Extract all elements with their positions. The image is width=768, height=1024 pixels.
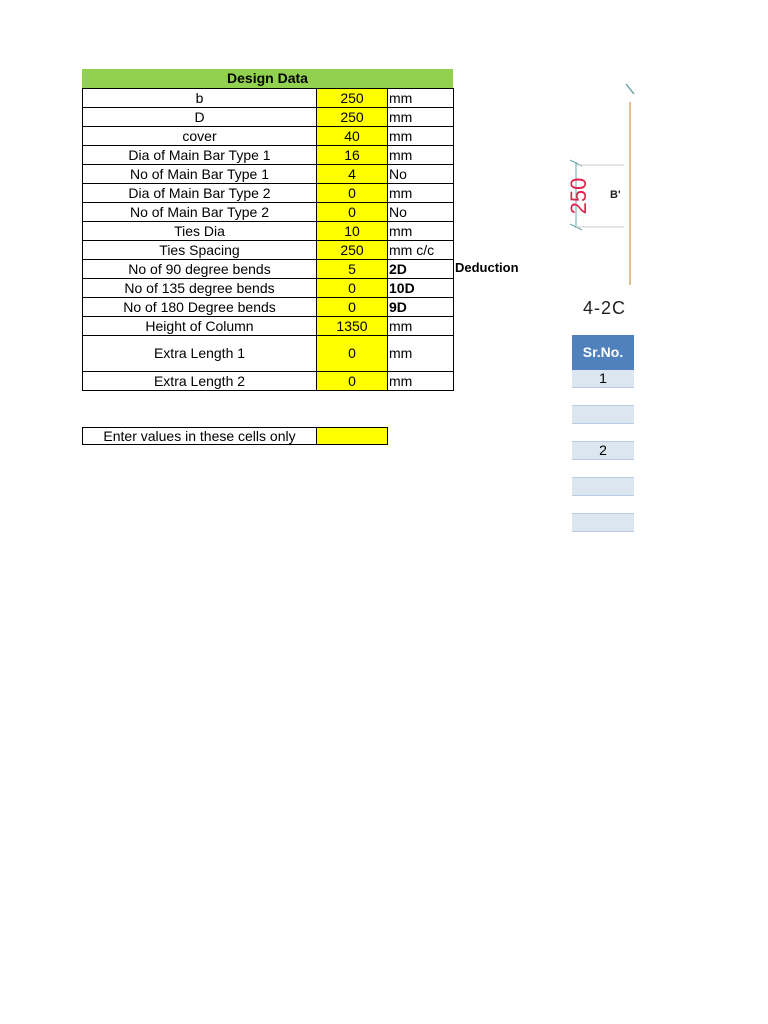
param-ties-spacing: Ties Spacing: [83, 241, 317, 260]
param-b: b: [83, 89, 317, 108]
param-no-main-bar-1: No of Main Bar Type 1: [83, 165, 317, 184]
input-cell-dia-main-bar-2[interactable]: 0: [317, 184, 388, 203]
input-legend: [82, 427, 388, 445]
table-row: [83, 184, 454, 203]
deduction-label: Deduction: [455, 260, 519, 275]
table-row: [572, 406, 634, 424]
deduction-factor-cell: 10D: [388, 279, 454, 298]
table-row: [572, 496, 634, 514]
input-cell-dia-main-bar-1[interactable]: 16: [317, 146, 388, 165]
table-row: [83, 222, 454, 241]
unit-cell: mm: [388, 336, 454, 372]
bars-label: 4-2C: [583, 298, 627, 318]
table-row: [83, 260, 454, 279]
table-row: 1: [572, 370, 634, 388]
table-row: [572, 514, 634, 532]
table-row: [83, 108, 454, 127]
unit-cell: mm: [388, 317, 454, 336]
input-cell-ties-spacing[interactable]: 250: [317, 241, 388, 260]
input-cell-135-bends[interactable]: 0: [317, 279, 388, 298]
input-cell-cover[interactable]: 40: [317, 127, 388, 146]
results-header-srno: Sr.No.: [572, 335, 634, 370]
deduction-factor-cell: 9D: [388, 298, 454, 317]
input-cell-extra-length-1[interactable]: 0: [317, 336, 388, 372]
table-row: [572, 460, 634, 478]
legend-label: Enter values in these cells only: [82, 427, 317, 445]
unit-cell: No: [388, 203, 454, 222]
unit-cell: mm: [388, 222, 454, 241]
input-cell-90-bends[interactable]: 5: [317, 260, 388, 279]
param-dia-main-bar-1: Dia of Main Bar Type 1: [83, 146, 317, 165]
dimension-text: 250: [566, 177, 591, 215]
unit-cell: mm: [388, 108, 454, 127]
unit-cell: mm: [388, 184, 454, 203]
column-section-drawing: [560, 80, 635, 305]
table-row: [83, 317, 454, 336]
param-cover: cover: [83, 127, 317, 146]
table-row: [83, 165, 454, 184]
table-row: [572, 388, 634, 406]
table-row: [83, 298, 454, 317]
param-extra-length-1: Extra Length 1: [83, 336, 317, 372]
table-row: [572, 478, 634, 496]
section-marker: B': [610, 189, 621, 201]
input-cell-D[interactable]: 250: [317, 108, 388, 127]
param-180-bends: No of 180 Degree bends: [83, 298, 317, 317]
design-data-table: [82, 88, 454, 391]
table-row: 2: [572, 442, 634, 460]
input-cell-no-main-bar-2[interactable]: 0: [317, 203, 388, 222]
table-row: [83, 89, 454, 108]
table-row: [572, 424, 634, 442]
unit-cell: mm c/c: [388, 241, 454, 260]
input-cell-extra-length-2[interactable]: 0: [317, 372, 388, 391]
param-extra-length-2: Extra Length 2: [83, 372, 317, 391]
deduction-factor-cell: 2D: [388, 260, 454, 279]
param-D: D: [83, 108, 317, 127]
input-cell-height-column[interactable]: 1350: [317, 317, 388, 336]
input-cell-b[interactable]: 250: [317, 89, 388, 108]
input-cell-ties-dia[interactable]: 10: [317, 222, 388, 241]
unit-cell: mm: [388, 372, 454, 391]
table-row: [83, 241, 454, 260]
dimension-tick: [626, 84, 634, 94]
param-height-column: Height of Column: [83, 317, 317, 336]
input-cell-no-main-bar-1[interactable]: 4: [317, 165, 388, 184]
table-row: [83, 203, 454, 222]
table-row: [83, 372, 454, 391]
unit-cell: mm: [388, 146, 454, 165]
table-row: [83, 279, 454, 298]
table-row: [83, 127, 454, 146]
param-dia-main-bar-2: Dia of Main Bar Type 2: [83, 184, 317, 203]
unit-cell: No: [388, 165, 454, 184]
param-135-bends: No of 135 degree bends: [83, 279, 317, 298]
param-no-main-bar-2: No of Main Bar Type 2: [83, 203, 317, 222]
param-90-bends: No of 90 degree bends: [83, 260, 317, 279]
param-ties-dia: Ties Dia: [83, 222, 317, 241]
table-row: [83, 146, 454, 165]
unit-cell: mm: [388, 89, 454, 108]
unit-cell: mm: [388, 127, 454, 146]
results-table: [572, 335, 634, 532]
table-row: [83, 336, 454, 372]
design-data-title: Design Data: [82, 69, 453, 88]
input-cell-180-bends[interactable]: 0: [317, 298, 388, 317]
legend-swatch: [317, 427, 388, 445]
